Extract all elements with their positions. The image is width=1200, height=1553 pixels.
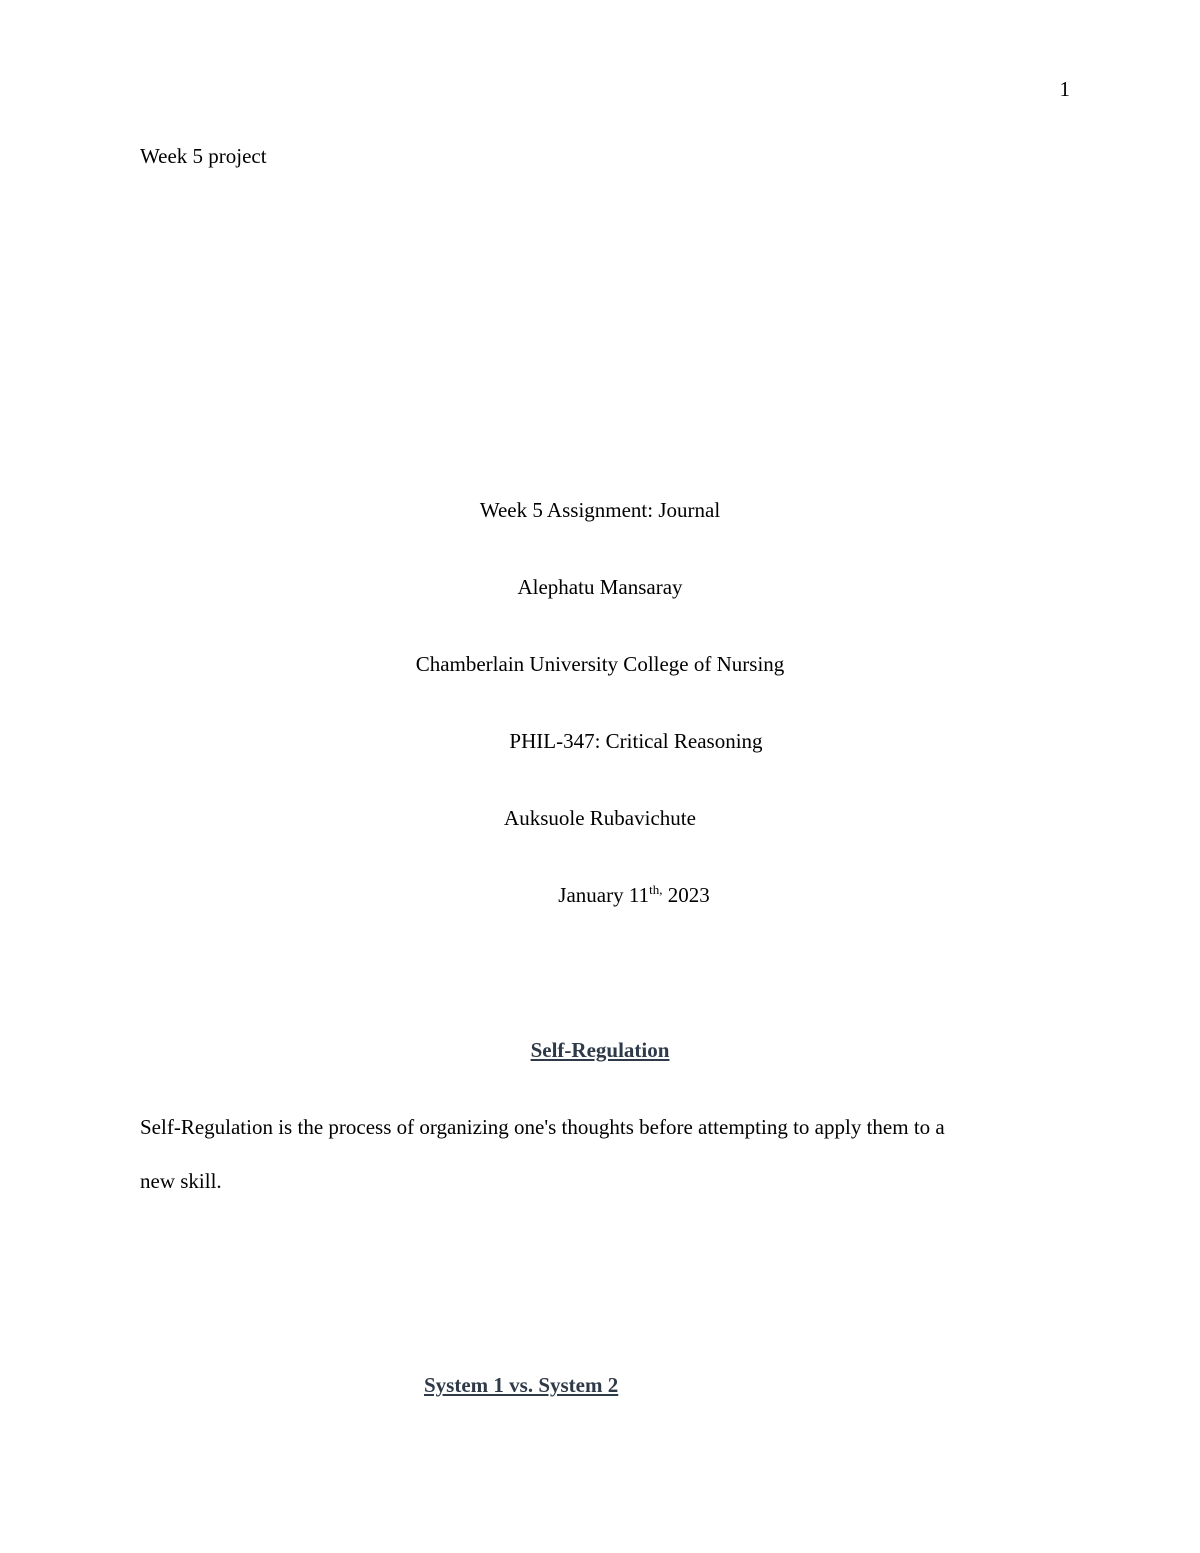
course-name: PHIL-347: Critical Reasoning — [509, 729, 763, 753]
date-suffix: th, — [649, 882, 663, 897]
paragraph-line: Self-Regulation is the process of organizing one's thoughts before attempting to apply them to a — [140, 1115, 945, 1139]
paragraph-line: new skill. — [140, 1169, 222, 1193]
submission-date — [34, 882, 1200, 908]
author-name: Alephatu Mansaray — [517, 575, 683, 599]
running-head: Week 5 project — [140, 144, 267, 168]
page-number: 1 — [1059, 77, 1070, 101]
section-heading-self-regulation: Self-Regulation — [530, 1038, 670, 1062]
instructor-name: Auksuole Rubavichute — [504, 806, 696, 830]
date-year: 2023 — [662, 883, 710, 907]
date-month-day: January 11 — [558, 883, 650, 907]
paper-title: Week 5 Assignment: Journal — [479, 498, 721, 522]
institution-name: Chamberlain University College of Nursing — [415, 652, 785, 676]
section-heading-system-1-vs-system-2: System 1 vs. System 2 — [424, 1373, 619, 1397]
